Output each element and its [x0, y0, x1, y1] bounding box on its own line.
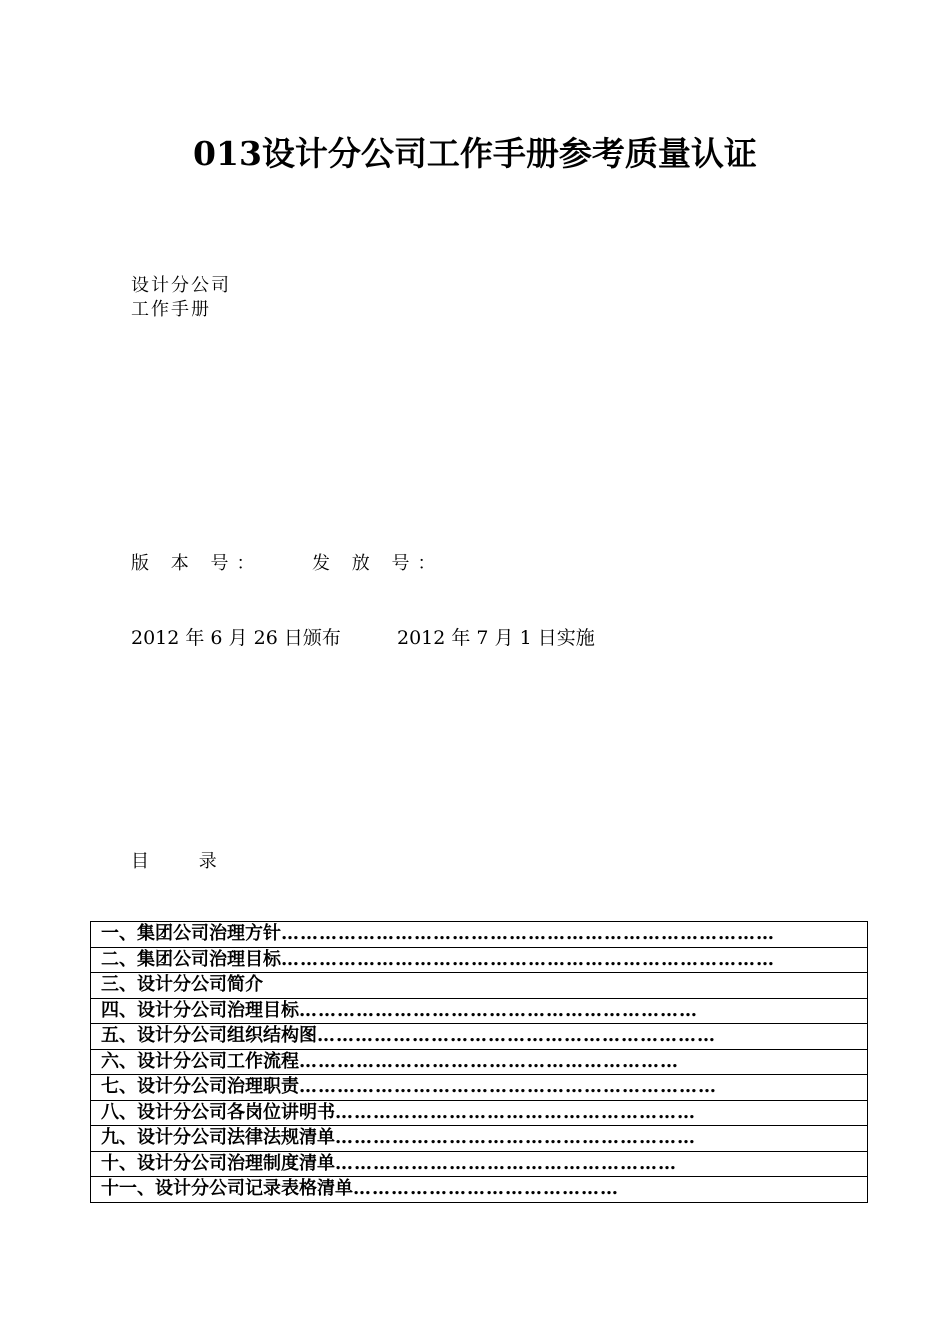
version-label: 版 本 号： — [131, 553, 263, 574]
toc-leader: …………………………………… — [353, 1178, 619, 1200]
toc-row — [91, 1100, 868, 1126]
toc-heading: 目 录 — [131, 851, 239, 872]
toc-leader: ……………………………………………………… — [299, 999, 698, 1021]
toc-row — [91, 973, 868, 999]
toc-row — [91, 1126, 868, 1152]
toc-leader: …………………………………………………… — [299, 1050, 679, 1072]
toc-title: 三、设计分公司简介 — [101, 974, 263, 996]
toc-title: 五、设计分公司组织结构图 — [101, 1025, 317, 1047]
toc-item — [91, 922, 868, 948]
toc-title: 九、设计分公司法律法规清单 — [101, 1127, 335, 1149]
version-row — [131, 549, 444, 575]
toc-row — [91, 922, 868, 948]
toc-row — [91, 1075, 868, 1101]
manual-name: 工作手册 — [131, 299, 211, 320]
date-row — [131, 623, 595, 650]
toc-item — [91, 947, 868, 973]
company-name: 设计分公司 — [131, 275, 231, 296]
toc-leader: ………………………………………………… — [335, 1127, 696, 1149]
toc-item — [91, 1126, 868, 1152]
toc-item — [91, 998, 868, 1024]
toc-leader: ……………………………………………………… — [317, 1025, 716, 1047]
toc-row — [91, 1049, 868, 1075]
toc-title: 八、设计分公司各岗位讲明书 — [101, 1101, 335, 1123]
toc-leader: ………………………………………………………… — [299, 1076, 717, 1098]
toc-leader: ………………………………………………… — [335, 1101, 696, 1123]
toc-title: 二、集团公司治理目标 — [101, 948, 281, 970]
toc-row — [91, 1177, 868, 1203]
toc-title: 十一、设计分公司记录表格清单 — [101, 1178, 353, 1200]
toc-item — [91, 1177, 868, 1203]
toc-leader: …………………………………………………………………… — [281, 923, 775, 945]
toc-item — [91, 1100, 868, 1126]
publish-date: 2012 年 6 月 26 日颁布 — [131, 627, 341, 649]
toc-item — [91, 973, 868, 999]
table-of-contents — [90, 921, 868, 1203]
toc-row — [91, 1024, 868, 1050]
toc-row — [91, 998, 868, 1024]
toc-title: 四、设计分公司治理目标 — [101, 999, 299, 1021]
toc-row — [91, 947, 868, 973]
release-label: 发 放 号： — [312, 553, 444, 574]
toc-row — [91, 1151, 868, 1177]
effective-date: 2012 年 7 月 1 日实施 — [397, 627, 595, 649]
toc-item — [91, 1024, 868, 1050]
toc-leader: ……………………………………………… — [335, 1152, 677, 1174]
document-title: 013设计分公司工作手册参考质量认证 — [193, 134, 757, 173]
toc-title: 六、设计分公司工作流程 — [101, 1050, 299, 1072]
company-block — [131, 274, 231, 322]
toc-title: 一、集团公司治理方针 — [101, 923, 281, 945]
toc-leader: …………………………………………………………………… — [281, 948, 775, 970]
toc-item — [91, 1049, 868, 1075]
toc-item — [91, 1075, 868, 1101]
toc-item — [91, 1151, 868, 1177]
toc-title: 七、设计分公司治理职责 — [101, 1076, 299, 1098]
toc-title: 十、设计分公司治理制度清单 — [101, 1152, 335, 1174]
